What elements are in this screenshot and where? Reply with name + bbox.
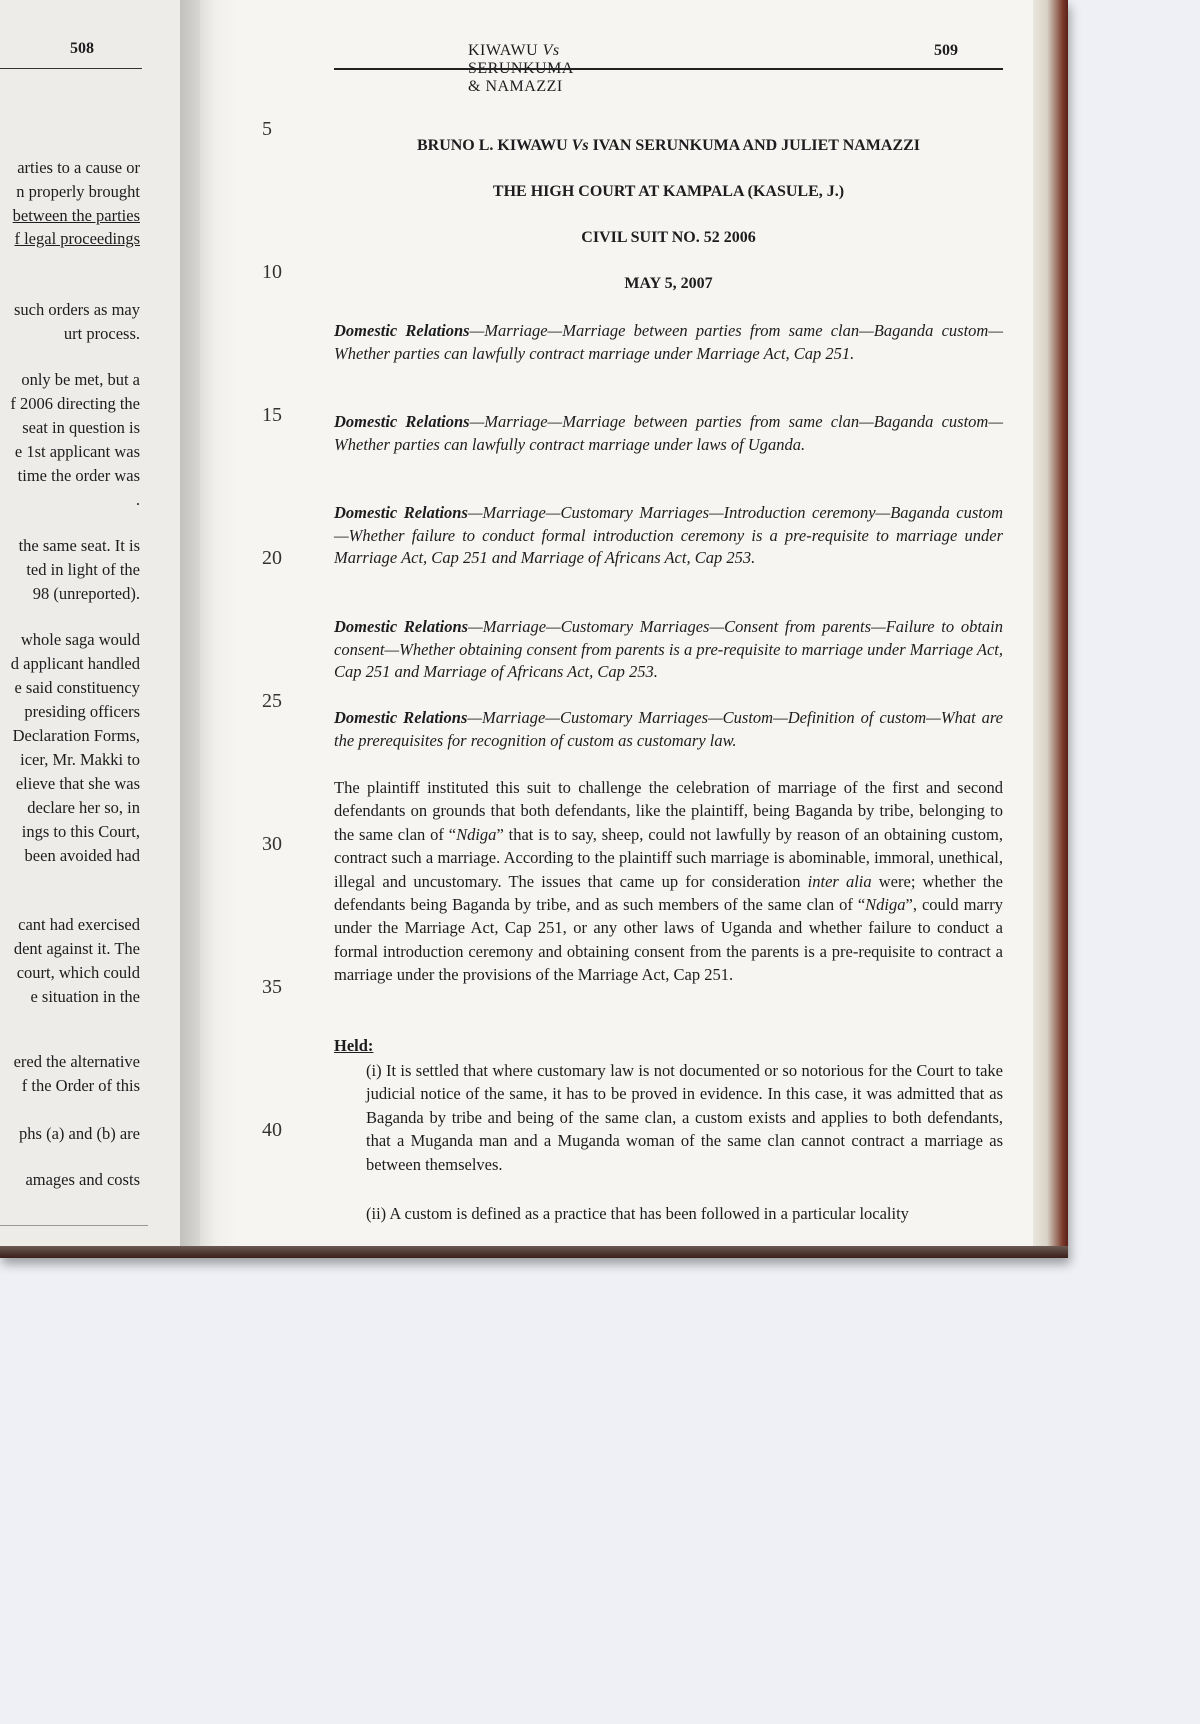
held-item: (ii) A custom is defined as a practice that has been followed in a particular locality <box>366 1204 909 1223</box>
left-text-line: such orders as may <box>13 300 140 319</box>
left-text-line: d applicant handled <box>10 654 140 673</box>
left-text-line: phs (a) and (b) are <box>19 1124 140 1143</box>
line-number: 40 <box>262 1119 282 1141</box>
line-number: 10 <box>262 261 282 283</box>
page-gutter <box>180 0 240 1250</box>
catchword-text: —Marriage—Customary Marriages—Consent from parents—Failure to obtain consent—Whether obtaining consent from parents is a pre-requisite to marriage under Marriage Act, Cap 251 and Marriage of Africans Act, Cap 253. <box>334 617 1003 681</box>
left-page <box>0 0 200 1250</box>
catchword-entry <box>334 616 1003 684</box>
suit-number: CIVIL SUIT NO. 52 2006 <box>581 229 756 246</box>
left-text-line: icer, Mr. Makki to <box>20 750 140 769</box>
left-text-line: arties to a cause or <box>17 158 140 177</box>
left-text-line: the same seat. It is <box>18 536 140 555</box>
line-number: 20 <box>262 547 282 569</box>
left-text-line: amages and costs <box>25 1170 140 1189</box>
left-text-line: . <box>135 490 140 509</box>
left-text-line: cant had exercised <box>18 915 140 934</box>
line-number: 35 <box>262 976 282 998</box>
left-text-line: elieve that she was <box>15 774 140 793</box>
held-heading: Held: <box>334 1036 374 1055</box>
catchword-heading: Domestic Relations <box>334 412 470 431</box>
catchword-text: —Marriage—Marriage between parties from same clan—Baganda custom—Whether parties can lawfully contract marriage under Marriage Act, Cap 251. <box>334 321 1003 363</box>
catchword-entry <box>334 707 1003 752</box>
left-text-line: dent against it. The <box>13 939 140 958</box>
left-text-line: ered the alternative <box>13 1052 140 1071</box>
left-footer-rule <box>0 1225 148 1226</box>
catchword-heading: Domestic Relations <box>334 708 468 727</box>
left-header-rule <box>0 68 142 69</box>
left-text-line: 98 (unreported). <box>32 584 140 603</box>
line-number: 5 <box>262 118 272 140</box>
catchword-heading: Domestic Relations <box>334 617 469 636</box>
left-text-line: declare her so, in <box>27 798 140 817</box>
left-text-line: f the Order of this <box>21 1076 140 1095</box>
left-text-line: n properly brought <box>16 182 140 201</box>
left-text-line: presiding officers <box>24 702 140 721</box>
catchword-text: —Marriage—Marriage between parties from same clan—Baganda custom—Whether parties can lawfully contract marriage under laws of Uganda. <box>334 412 1003 454</box>
left-page-number: 508 <box>70 40 94 57</box>
right-page-number: 509 <box>934 42 958 59</box>
left-text-line: urt process. <box>63 324 140 343</box>
court-name: THE HIGH COURT AT KAMPALA (KASULE, J.) <box>492 183 845 200</box>
left-text-line: seat in question is <box>22 418 140 437</box>
left-text-line: f 2006 directing the <box>10 394 140 413</box>
catchword-heading: Domestic Relations <box>334 503 468 522</box>
left-text-line: ted in light of the <box>26 560 140 579</box>
line-number: 15 <box>262 404 282 426</box>
left-text-line: Declaration Forms, <box>12 726 140 745</box>
book-binding-edge <box>1033 0 1068 1258</box>
left-text-line: f legal proceedings <box>14 229 140 248</box>
left-text-line: been avoided had <box>24 846 140 865</box>
left-text-line: ings to this Court, <box>21 822 140 841</box>
line-number: 25 <box>262 690 282 712</box>
case-summary: The plaintiff instituted this suit to challenge the celebration of marriage of the first and second defendants on grounds that both defendants, like the plaintiff, being Baganda by tribe, belonging to the same clan of “Ndiga” that is to say, sheep, could not lawfully by reason of an obtaining custom, contract such a marriage. According to the plaintiff such marriage is abominable, immoral, unethical, illegal and uncustomary. The issues that came up for consideration inter alia were; whether the defendants being Baganda by tribe, and as such members of the same clan of “Ndiga”, could marry under the Marriage Act, Cap 251, or any other laws of Uganda and whether failure to conduct a formal introduction ceremony and obtaining consent from the parents is a pre-requisite to contract a marriage under the provisions of the Marriage Act, Cap 251. <box>334 778 1003 985</box>
left-text-line: whole saga would <box>20 630 140 649</box>
left-text-line: e said constituency <box>14 678 140 697</box>
book-bottom-edge <box>0 1246 1068 1258</box>
catchword-text: —Marriage—Customary Marriages—Custom—Definition of custom—What are the prerequisites for recognition of custom as customary law. <box>334 708 1003 750</box>
left-text-line: court, which could <box>16 963 140 982</box>
catchword-entry <box>334 320 1003 365</box>
line-number: 30 <box>262 833 282 855</box>
left-text-line: e situation in the <box>30 987 140 1006</box>
case-parties: BRUNO L. KIWAWU Vs IVAN SERUNKUMA AND JULIET NAMAZZI <box>416 137 921 154</box>
left-text-line: e 1st applicant was <box>14 442 140 461</box>
header-rule <box>334 68 1003 70</box>
catchword-entry <box>334 411 1003 456</box>
catchword-entry <box>334 502 1003 570</box>
judgment-date: MAY 5, 2007 <box>624 275 713 292</box>
catchword-text: —Marriage—Customary Marriages—Introduction ceremony—Baganda custom—Whether failure to conduct formal introduction ceremony is a pre-requisite to marriage under Marriage Act, Cap 251 and Marriage of Africans Act, Cap 253. <box>334 503 1003 567</box>
left-text-line: only be met, but a <box>21 370 140 389</box>
left-text-line: between the parties <box>12 206 140 225</box>
left-text-line: time the order was <box>17 466 140 485</box>
held-item: (i) It is settled that where customary law is not documented or so notorious for the Court to take judicial notice of the same, it has to be proved in evidence. In this case, it was admitted that as Baganda by tribe and being of the same clan, a custom exists and applies to both defendants, that a Muganda man and a Muganda woman of the same clan cannot contract a marriage as between themselves. <box>366 1061 1003 1174</box>
running-header: KIWAWU Vs SERUNKUMA & NAMAZZI <box>468 42 573 95</box>
catchword-heading: Domestic Relations <box>334 321 470 340</box>
